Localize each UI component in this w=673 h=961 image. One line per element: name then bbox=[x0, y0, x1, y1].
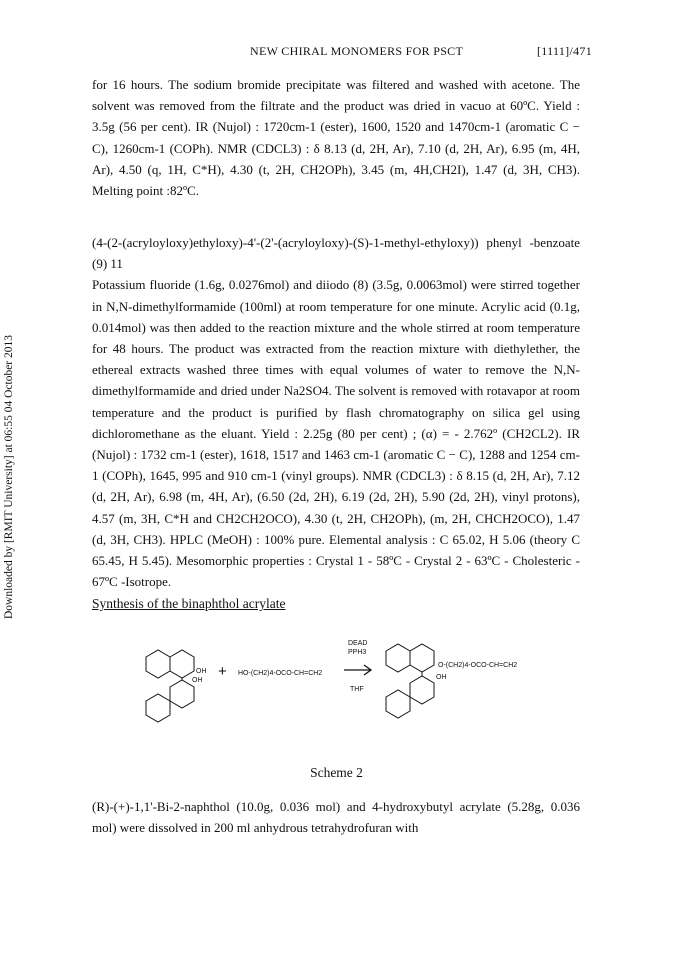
ring bbox=[386, 690, 410, 718]
plus-sign: + bbox=[218, 663, 227, 680]
ring bbox=[146, 650, 170, 678]
paragraph-1 bbox=[92, 74, 580, 201]
reagent-dead: DEAD bbox=[348, 640, 368, 647]
paragraph-3-text: (R)-(+)-1,1'-Bi-2-naphthol (10.0g, 0.036 mol) and 4-hydroxybutyl acrylate (5.28g, 0.036 mol) were dissolved in 200 ml anhydrous tetrahydrofuran with bbox=[92, 799, 580, 836]
reactant-2: HO-(CH2)4-OCO-CH=CH2 bbox=[238, 670, 323, 677]
paragraph-1-text: for 16 hours. The sodium bromide precipitate was filtered and washed with acetone. The solvent was removed from the filtrate and the product was dried in vacuo at 60ºC. Yield : 3.5g (56 per cent). IR (Nujol) : 1720cm-1 (ester), 1600, 1520 and 1470cm-1 (aromatic C − C), 1260cm-1 (COPh). NMR (CDCL3) : δ 8.13 (d, 2H, Ar), 7.10 (d, 2H, Ar), 6.95 (m, 4H, Ar), 4.50 (q, 1H, C*H), 4.30 (t, 2H, CH2OPh), 3.45 (m, 4H,CH2I), 1.47 (d, 3H, CH3). Melting point :82ºC. bbox=[92, 77, 580, 199]
solvent-thf: THF bbox=[350, 686, 364, 693]
reaction-arrow bbox=[344, 665, 371, 675]
ring bbox=[170, 650, 194, 678]
paragraph-2 bbox=[92, 232, 580, 592]
ring bbox=[170, 680, 194, 708]
product-substituent: O-(CH2)4-OCO-CH=CH2 bbox=[438, 662, 518, 669]
oh-upper-label: OH bbox=[196, 668, 207, 675]
running-title: NEW CHIRAL MONOMERS FOR PSCT bbox=[250, 44, 464, 58]
ring bbox=[146, 694, 170, 722]
reagent-pph3: PPH3 bbox=[348, 649, 367, 656]
paragraph-2-text: Potassium fluoride (1.6g, 0.0276mol) and diiodo (8) (3.5g, 0.0063mol) were stirred together in N,N-dimethylformamide (100ml) at room temperature for one minute. Acrylic acid (0.1g, 0.014mol) was then added to the reaction mixture and the whole stirred at room temperature for 48 hours. The product was extracted from the reaction mixture with diethylether, the ethereal extracts washed three times with equal volumes of water to remove the N,N-dimethylformamide and dried under Na2SO4. The solvent is removed with rotavapor at room temperature and the product is purified by flash chromatography on silica gel using dichloromethane as the eluant. Yield : 2.25g (80 per cent) ; (α) = - 2.762º (CH2CL2). IR (Nujol) : 1732 cm-1 (ester), 1618, 1517 and 1463 cm-1 (aromatic C − C), 1288 and 1254 cm-1 (COPh), 1645, 995 and 910 cm-1 (vinyl groups). NMR (CDCL3) : δ 8.15 (d, 2H, Ar), 7.12 (d, 2H, Ar), 6.98 (m, 4H, Ar), (6.50 (2d, 2H), 6.19 (2d, 2H), 5.90 (2d, 2H), vinyl protons), 4.57 (m, 3H, C*H and CH2CH2OCO), 4.30 (t, 2H, CH2OPh), (m, 2H, CHCH2OCO), 1.47 (d, 3H, CH3). HPLC (MeOH) : 100% pure. Elemental analysis : C 65.02, H 5.06 (theory C 65.45, H 5.45). Mesomorphic properties : Crystal 1 - 58ºC - Crystal 2 - 63ºC - Cholesteric - 67ºC -Isotrope. bbox=[92, 277, 580, 590]
page-label: [1111]/471 bbox=[537, 44, 592, 58]
scheme-2-reaction bbox=[134, 635, 554, 727]
compound-title: (4-(2-(acryloyloxy)ethyloxy)-4'-(2'-(acryloyloxy)-(S)-1-methyl-ethyloxy)) phenyl -benzoate (9) 11 bbox=[92, 235, 580, 272]
ring bbox=[386, 644, 410, 672]
running-header bbox=[92, 44, 592, 62]
section-heading: Synthesis of the binaphthol acrylate bbox=[92, 596, 286, 611]
product-oh: OH bbox=[436, 674, 447, 681]
oh-lower-label: OH bbox=[192, 677, 203, 684]
ring bbox=[410, 644, 434, 672]
ring bbox=[410, 676, 434, 704]
paragraph-3 bbox=[92, 796, 580, 838]
scheme-caption: Scheme 2 bbox=[310, 765, 363, 780]
download-watermark: Downloaded by [RMIT University] at 06:55 04 October 2013 bbox=[3, 334, 15, 620]
